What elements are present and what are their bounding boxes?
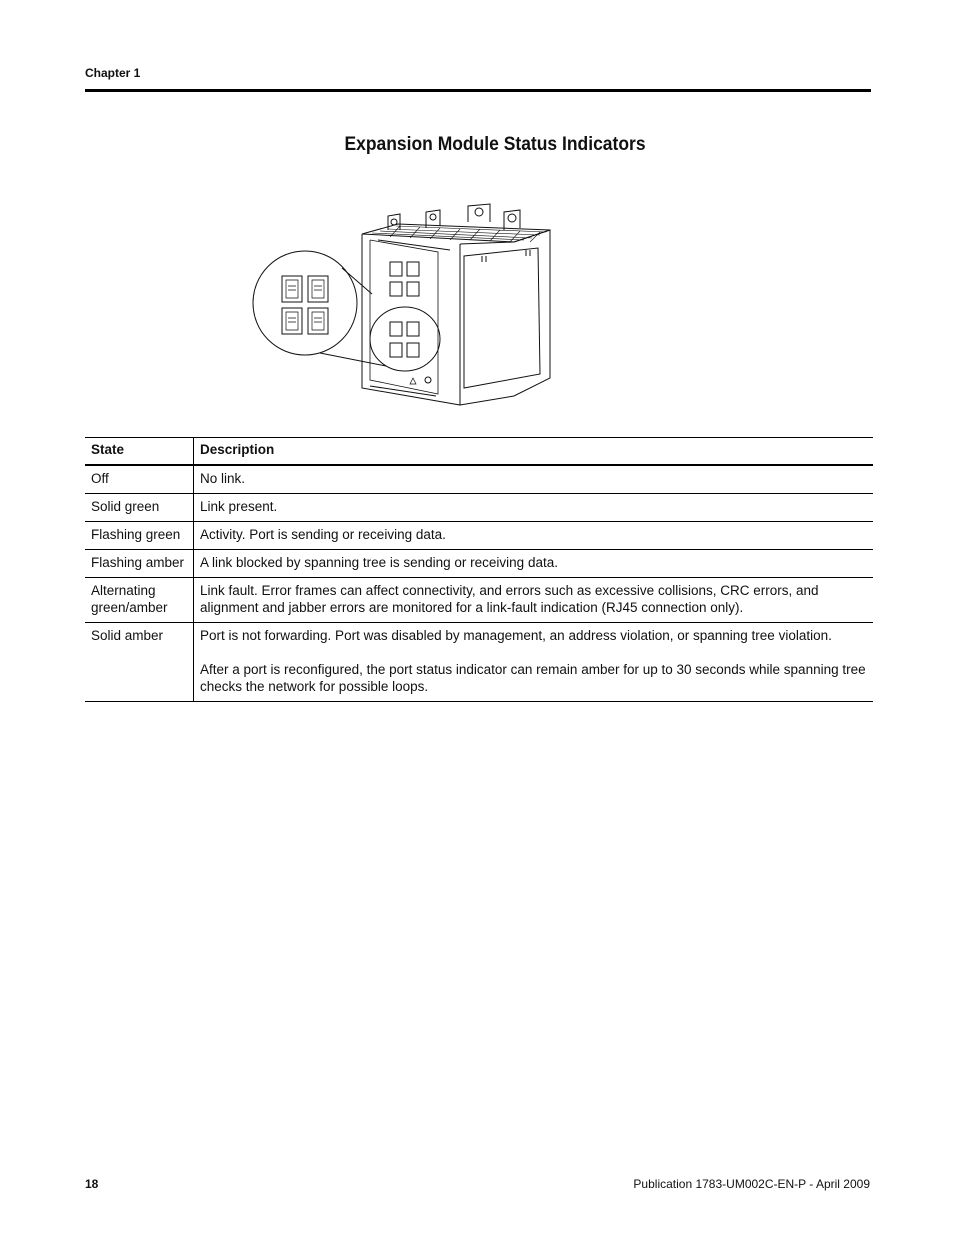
table-row [85,550,873,578]
publication-info: Publication 1783-UM002C-EN-P - April 2009 [633,1177,870,1191]
state-cell: Solid amber [85,623,194,702]
section-title: Expansion Module Status Indicators [344,134,646,155]
description-text: After a port is reconfigured, the port status indicator can remain amber for up to 30 seconds while spanning tree checks the network for possible loops. [200,662,866,694]
description-cell [194,494,874,522]
description-cell [194,522,874,550]
state-cell: Solid green [85,494,194,522]
description-text: Link present. [200,499,278,514]
table-row [85,465,873,494]
description-text: Activity. Port is sending or receiving data. [200,527,446,542]
header-rule [85,89,871,92]
description-text: A link blocked by spanning tree is sending or receiving data. [200,555,558,570]
description-cell [194,465,874,494]
table-row [85,522,873,550]
state-cell: Alternating green/amber [85,578,194,623]
description-text: No link. [200,471,246,486]
table-row [85,623,873,702]
page-number: 18 [85,1177,99,1191]
table-header-row [85,438,873,466]
expansion-module-illustration [250,200,560,410]
chapter-label: Chapter 1 [85,66,141,80]
state-cell: Flashing amber [85,550,194,578]
description-cell [194,623,874,702]
state-cell: Flashing green [85,522,194,550]
description-text: Port is not forwarding. Port was disabled by management, an address violation, or spanning tree violation. [200,628,832,643]
description-text: Link fault. Error frames can affect connectivity, and errors such as excessive collisions, CRC errors, and alignment and jabber errors are monitored for a link-fault indication (RJ45 connection only). [200,583,819,615]
state-cell: Off [85,465,194,494]
description-cell [194,550,874,578]
description-cell [194,578,874,623]
expansion-module-figure [250,200,560,415]
column-header-state: State [85,438,194,466]
table-row [85,494,873,522]
status-indicator-table [85,437,873,702]
table-row [85,578,873,623]
column-header-description: Description [194,438,874,466]
